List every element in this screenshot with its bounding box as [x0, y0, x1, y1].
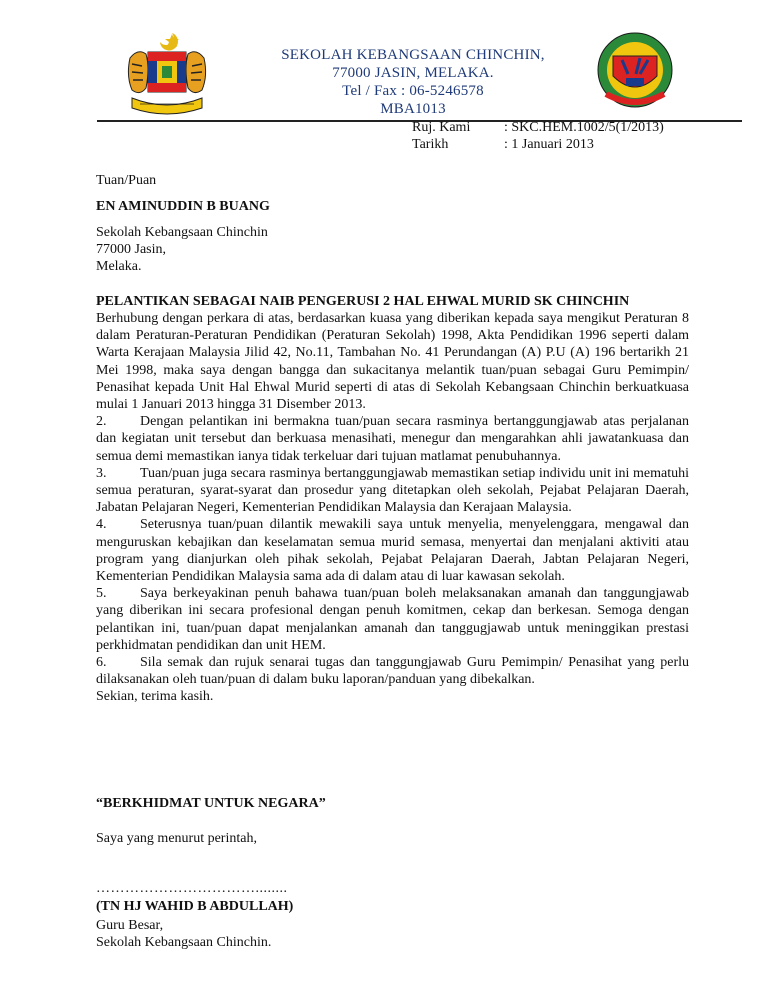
salutation: Tuan/Puan — [96, 173, 157, 188]
paragraph-6: 6. Sila semak dan rujuk senarai tugas dan tanggungjawab Guru Pemimpin/ Penasihat yang perlu dilaksanakan oleh tuan/puan di dalam buku laporan/panduan yang dibekalkan. — [96, 655, 689, 688]
recipient-name: EN AMINUDDIN B BUANG — [96, 199, 270, 214]
signatory-school: Sekolah Kebangsaan Chinchin. — [96, 935, 272, 950]
school-tel-fax: Tel / Fax : 06-5246578 — [342, 83, 484, 99]
school-code: MBA1013 — [380, 101, 446, 117]
signature-line: ……………………………........ — [96, 881, 288, 896]
school-address: 77000 JASIN, MELAKA. — [332, 65, 494, 81]
recipient-line2: 77000 Jasin, — [96, 242, 166, 257]
tarikh-label: Tarikh — [412, 137, 449, 152]
motto: “BERKHIDMAT UNTUK NEGARA” — [96, 796, 326, 811]
reference-block — [412, 119, 664, 153]
recipient-address — [96, 224, 268, 275]
letter-body — [96, 310, 689, 706]
instruction-line: Saya yang menurut perintah, — [96, 831, 257, 846]
recipient-line3: Melaka. — [96, 259, 142, 274]
signatory-title: Guru Besar, — [96, 918, 164, 933]
paragraph-4: 4. Seterusnya tuan/puan dilantik mewakili saya untuk menyelia, menyelenggara, mengawal dan menguruskan kebajikan dan keselamatan semua murid semasa, menyertai dan menjalani aktiviti atau program yang dianjurkan oleh pihak sekolah, Pejabat Pelajaran Daerah, Jabtan Pelajaran Negeri, Kementerian Pendidikan Malaysia sama ada di dalam atau di luar kawasan sekolah. — [96, 517, 689, 585]
malaysia-coat-of-arms-icon — [124, 28, 210, 118]
tarikh-value: : 1 Januari 2013 — [504, 137, 594, 152]
paragraph-2: 2. Dengan pelantikan ini bermakna tuan/puan secara rasminya bertanggungjawab atas perjalanan dan kegiatan unit tersebut dan berkuasa menasihati, menegur dan mengarahkan ahli jawatankuasa dan semua demi memastikan ianya tidak terkeluar dari tujuan matlamat penubuhannya. — [96, 414, 689, 464]
ruj-value: : SKC.HEM.1002/5(1/2013) — [504, 120, 664, 135]
subject-heading: PELANTIKAN SEBAGAI NAIB PENGERUSI 2 HAL EHWAL MURID SK CHINCHIN — [96, 294, 630, 309]
ruj-label: Ruj. Kami — [412, 120, 471, 135]
closing-line: Sekian, terima kasih. — [96, 689, 214, 705]
recipient-line1: Sekolah Kebangsaan Chinchin — [96, 225, 268, 240]
school-crest-icon — [596, 30, 674, 112]
school-name: SEKOLAH KEBANGSAAN CHINCHIN, — [281, 47, 545, 63]
signatory-name: (TN HJ WAHID B ABDULLAH) — [96, 899, 294, 914]
paragraph-5: 5. Saya berkeyakinan penuh bahawa tuan/puan boleh melaksanakan amanah dan tanggungjawab yang diberikan ini secara profesional dengan penuh komitmen, cekap dan berkesan. Semoga dengan pelantikan ini, tuan/puan dapat menjalankan amanah dan tanggugjawab untuk meninggikan prestasi perkhidmatan pendidikan dan unit HEM. — [96, 586, 689, 653]
paragraph-3: 3. Tuan/puan juga secara rasminya bertanggungjawab memastikan setiap individu unit ini mematuhi semua peraturan, syarat-syarat dan prosedur yang ditetapkan oleh sekolah, Pejabat Pelajaran Daerah, Jabatan Pelajaran Negeri, Kementerian Pendidikan Malaysia dan Kerajaan Malaysia. — [96, 465, 689, 516]
paragraph-1: Berhubung dengan perkara di atas, berdasarkan kuasa yang diberikan kepada saya mengikut Peraturan 8 dalam Peraturan-Peraturan Pendidikan (Peraturan Sekolah) 1998, Akta Pendidikan 1996 seperti dalam Warta Kerajaan Malaysia Jilid 42, No.11, Tambahan No. 41 Perundangan (A) P.U (A) 196 bertarikh 21 Mei 1998, maka saya dengan bangga dan sukacitanya melantik tuan/puan sebagai Guru Pemimpin/ Penasihat kepada Unit Hal Ehwal Murid seperti di atas di Sekolah Kebangsaan Chinchin berkuatkuasa mulai 1 Januari 2013 hingga 31 Disember 2013. — [96, 311, 689, 413]
